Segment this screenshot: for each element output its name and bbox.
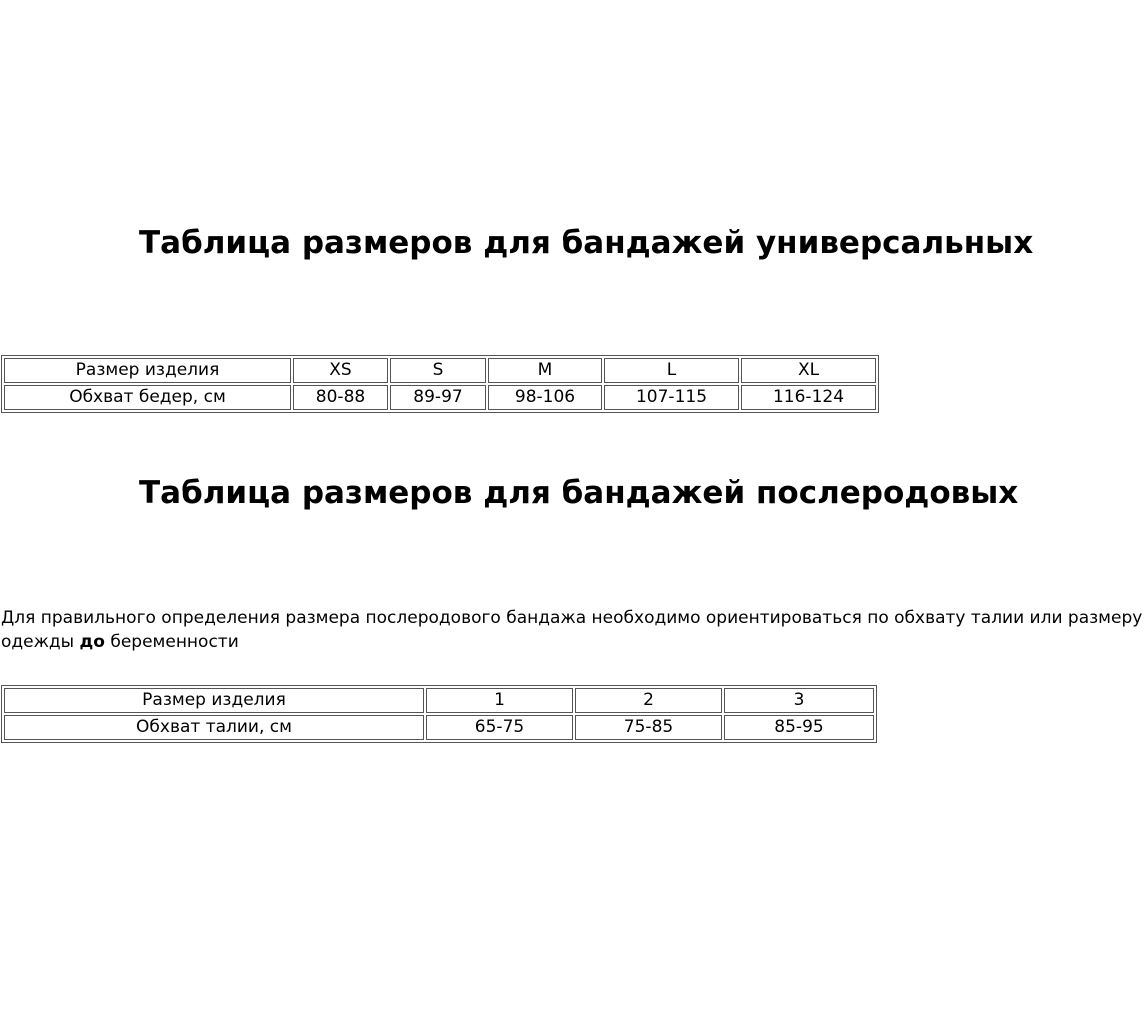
note-text-end: беременности [104, 632, 239, 652]
size-cell: 1 [426, 688, 573, 713]
size-note [1, 606, 1146, 654]
table-row [4, 385, 876, 410]
postnatal-table-title: Таблица размеров для бандажей послеродовых [139, 475, 1019, 511]
row-label-waist: Обхват талии, см [4, 715, 424, 740]
note-text-bold: до [79, 632, 105, 652]
measurement-cell: 107-115 [604, 385, 739, 410]
universal-table-title: Таблица размеров для бандажей универсальных [139, 225, 1034, 261]
universal-size-table [1, 355, 879, 413]
size-cell: XS [293, 358, 388, 383]
size-cell: 2 [575, 688, 722, 713]
measurement-cell: 89-97 [390, 385, 486, 410]
size-cell: 3 [724, 688, 874, 713]
measurement-cell: 65-75 [426, 715, 573, 740]
table-row [4, 688, 874, 713]
table-row [4, 358, 876, 383]
measurement-cell: 116-124 [741, 385, 876, 410]
measurement-cell: 80-88 [293, 385, 388, 410]
row-label-size: Размер изделия [4, 688, 424, 713]
note-text-start: Для правильного определения размера послеродового бандажа необходимо ориентироваться по обхвату талии или размеру одежды [1, 608, 1143, 652]
postnatal-size-table [1, 685, 877, 743]
table-row [4, 715, 874, 740]
measurement-cell: 75-85 [575, 715, 722, 740]
row-label-hips: Обхват бедер, см [4, 385, 291, 410]
size-cell: S [390, 358, 486, 383]
row-label-size: Размер изделия [4, 358, 291, 383]
measurement-cell: 98-106 [488, 385, 602, 410]
measurement-cell: 85-95 [724, 715, 874, 740]
size-cell: L [604, 358, 739, 383]
size-cell: M [488, 358, 602, 383]
size-cell: XL [741, 358, 876, 383]
